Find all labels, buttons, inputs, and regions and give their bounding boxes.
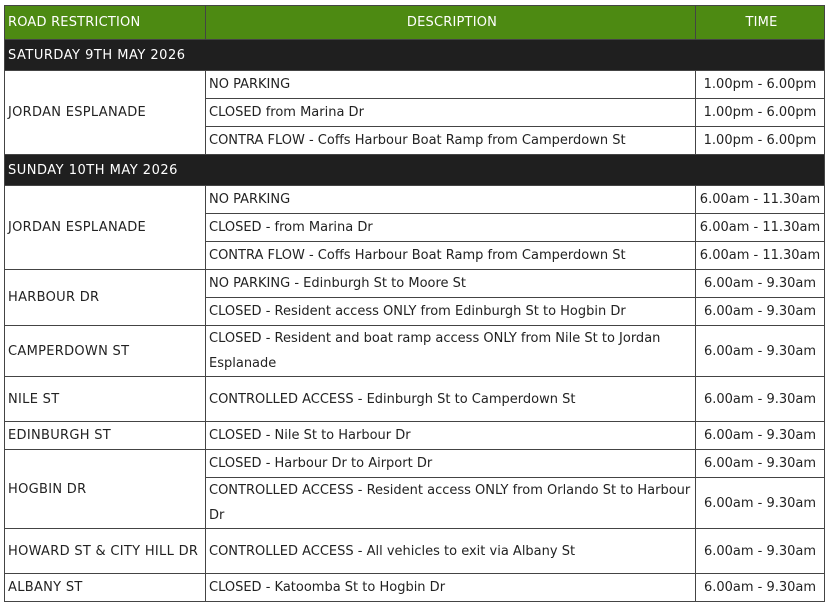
description-cell: CLOSED - from Marina Dr: [206, 214, 696, 242]
header-description: DESCRIPTION: [206, 6, 696, 40]
description-cell: NO PARKING: [206, 71, 696, 99]
table-row: [5, 326, 825, 377]
time-cell: 6.00am - 11.30am: [696, 214, 825, 242]
time-cell: 6.00am - 9.30am: [696, 377, 825, 422]
day-header-row: [5, 155, 825, 186]
day-label: SUNDAY 10TH MAY 2026: [5, 155, 825, 186]
road-name-cell: HOWARD ST & CITY HILL DR: [5, 529, 206, 574]
description-cell: CLOSED - Harbour Dr to Airport Dr: [206, 450, 696, 478]
time-cell: 6.00am - 11.30am: [696, 186, 825, 214]
description-cell: CONTROLLED ACCESS - All vehicles to exit via Albany St: [206, 529, 696, 574]
table-header-row: [5, 6, 825, 40]
table-row: [5, 71, 825, 99]
description-cell: CLOSED from Marina Dr: [206, 99, 696, 127]
road-name-cell: JORDAN ESPLANADE: [5, 71, 206, 155]
table-row: [5, 529, 825, 574]
description-cell: CONTROLLED ACCESS - Resident access ONLY from Orlando St to Harbour Dr: [206, 478, 696, 529]
table-row: [5, 574, 825, 602]
road-name-cell: NILE ST: [5, 377, 206, 422]
header-time: TIME: [696, 6, 825, 40]
description-cell: CLOSED - Resident and boat ramp access ONLY from Nile St to Jordan Esplanade: [206, 326, 696, 377]
time-cell: 6.00am - 9.30am: [696, 450, 825, 478]
table-row: [5, 377, 825, 422]
time-cell: 6.00am - 11.30am: [696, 242, 825, 270]
description-cell: CONTROLLED ACCESS - Edinburgh St to Camperdown St: [206, 377, 696, 422]
time-cell: 6.00am - 9.30am: [696, 326, 825, 377]
description-cell: CLOSED - Katoomba St to Hogbin Dr: [206, 574, 696, 602]
time-cell: 1.00pm - 6.00pm: [696, 127, 825, 155]
road-name-cell: EDINBURGH ST: [5, 422, 206, 450]
table-row: [5, 450, 825, 478]
table-row: [5, 270, 825, 298]
table-row: [5, 422, 825, 450]
description-cell: CONTRA FLOW - Coffs Harbour Boat Ramp from Camperdown St: [206, 242, 696, 270]
table-body: [5, 40, 825, 602]
road-name-cell: HOGBIN DR: [5, 450, 206, 529]
time-cell: 1.00pm - 6.00pm: [696, 71, 825, 99]
time-cell: 6.00am - 9.30am: [696, 298, 825, 326]
day-label: SATURDAY 9TH MAY 2026: [5, 40, 825, 71]
description-cell: NO PARKING - Edinburgh St to Moore St: [206, 270, 696, 298]
time-cell: 6.00am - 9.30am: [696, 574, 825, 602]
time-cell: 6.00am - 9.30am: [696, 478, 825, 529]
road-name-cell: ALBANY ST: [5, 574, 206, 602]
description-cell: NO PARKING: [206, 186, 696, 214]
time-cell: 6.00am - 9.30am: [696, 270, 825, 298]
time-cell: 1.00pm - 6.00pm: [696, 99, 825, 127]
road-name-cell: HARBOUR DR: [5, 270, 206, 326]
table-row: [5, 186, 825, 214]
road-restrictions-table: [4, 5, 825, 602]
description-cell: CLOSED - Resident access ONLY from Edinburgh St to Hogbin Dr: [206, 298, 696, 326]
day-header-row: [5, 40, 825, 71]
time-cell: 6.00am - 9.30am: [696, 422, 825, 450]
time-cell: 6.00am - 9.30am: [696, 529, 825, 574]
header-road-restriction: ROAD RESTRICTION: [5, 6, 206, 40]
description-cell: CONTRA FLOW - Coffs Harbour Boat Ramp from Camperdown St: [206, 127, 696, 155]
road-name-cell: CAMPERDOWN ST: [5, 326, 206, 377]
description-cell: CLOSED - Nile St to Harbour Dr: [206, 422, 696, 450]
road-name-cell: JORDAN ESPLANADE: [5, 186, 206, 270]
